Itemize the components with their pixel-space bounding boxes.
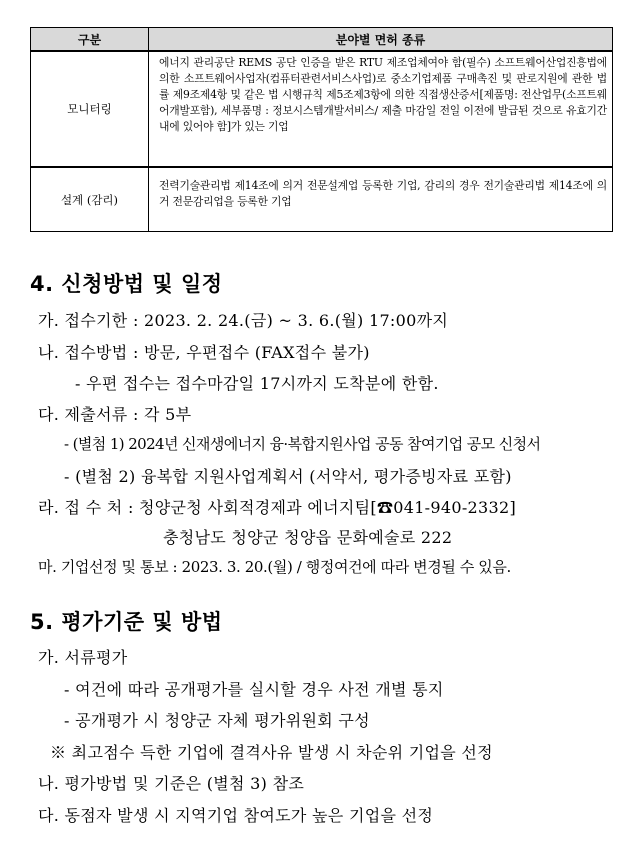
section-5-heading: 5. 평가기준 및 방법 bbox=[30, 610, 223, 634]
mail-note: - 우편 접수는 접수마감일 17시까지 도착분에 한함. bbox=[75, 374, 439, 393]
application-method: 나. 접수방법 : 방문, 우편접수 (FAX접수 불가) bbox=[38, 343, 370, 362]
attachment-1: - (별첨 1) 2024년 신재생에너지 융·복합지원사업 공동 참여기업 공모 신청서 bbox=[64, 435, 541, 453]
row-description: 에너지 관리공단 REMS 공단 인증을 받은 RTU 제조업체여야 함(필수) 소프트웨어산업진흥법에 의한 소프트웨어사업자(컴퓨터관련서비스사업)로 중소기업제품 구매촉진 및 판로지원에 관한 법률 제9조제4항 및 같은 법 시행규칙 제5조제3항에 의한 직접생산증서[제품명: 전산업무(소프트웨어개발포함), 세부품명 : 정보시스템개발서비스/ 제출 마감일 전일 이전에 발급된 것으로 유효기간내에 있어야 함]가 있는 기업 bbox=[149, 51, 613, 167]
header-license-type: 분야별 면허 종류 bbox=[149, 28, 613, 52]
evaluation-committee: - 공개평가 시 청양군 자체 평가위원회 구성 bbox=[64, 711, 370, 730]
phone-number: ☎041-940-2332] bbox=[376, 498, 516, 517]
public-evaluation-notice: - 여건에 따라 공개평가를 실시할 경우 사전 개별 통지 bbox=[64, 680, 444, 699]
section-4-heading: 4. 신청방법 및 일정 bbox=[30, 272, 223, 296]
tie-break-rule: 다. 동점자 발생 시 지역기업 참여도가 높은 기업을 선정 bbox=[38, 806, 434, 825]
reception-office bbox=[38, 495, 516, 518]
row-category: 모니터링 bbox=[31, 51, 149, 167]
row-category: 설계 (감리) bbox=[31, 167, 149, 232]
header-category: 구분 bbox=[31, 28, 149, 52]
table-row bbox=[31, 167, 613, 232]
table-row bbox=[31, 51, 613, 167]
row-description: 전력기술관리법 제14조에 의거 전문설계업 등록한 기업, 감리의 경우 전기술관리법 제14조에 의거 전문감리업을 등록한 기업 bbox=[149, 167, 613, 232]
selection-notice: 마. 기업선정 및 통보 : 2023. 3. 20.(월) / 행정여건에 따라 변경될 수 있음. bbox=[38, 558, 511, 576]
application-deadline: 가. 접수기한 : 2023. 2. 24.(금) ~ 3. 6.(월) 17:00까지 bbox=[38, 311, 449, 330]
required-documents: 다. 제출서류 : 각 5부 bbox=[38, 405, 192, 424]
reception-address: 충청남도 청양군 청양읍 문화예술로 222 bbox=[163, 528, 453, 547]
evaluation-criteria: 나. 평가방법 및 기준은 (별첨 3) 참조 bbox=[38, 774, 305, 793]
attachment-2: - (별첨 2) 융복합 지원사업계획서 (서약서, 평가증빙자료 포함) bbox=[64, 467, 512, 486]
document-evaluation: 가. 서류평가 bbox=[38, 648, 128, 667]
license-requirements-table bbox=[30, 27, 613, 232]
reception-office-text: 라. 접 수 처 : 청양군청 사회적경제과 에너지팀[ bbox=[38, 498, 377, 517]
table-header-row bbox=[31, 28, 613, 52]
disqualification-note: ※ 최고점수 득한 기업에 결격사유 발생 시 차순위 기업을 선정 bbox=[50, 743, 493, 762]
